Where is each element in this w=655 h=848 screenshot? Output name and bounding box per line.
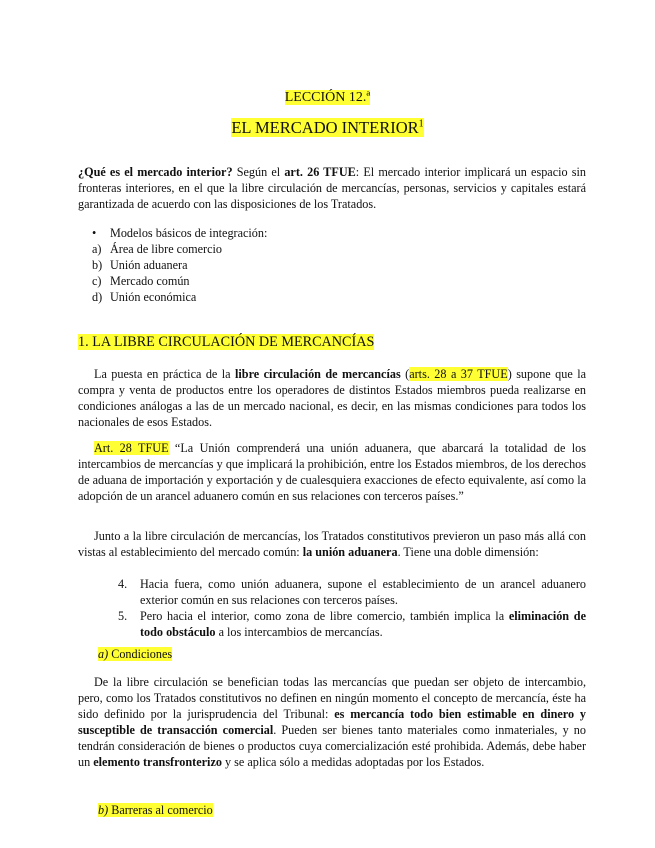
p2-article-link[interactable]: Art. 28 TFUE [94, 441, 169, 455]
list-text [140, 608, 586, 640]
section-paragraph-3 [78, 528, 586, 560]
subsection-a-marker: a) [98, 647, 109, 661]
subsection-a-label: Condiciones [108, 647, 173, 661]
p4-text-a: De la libre circulación se benefician todas las mercancías que puedan ser objeto de intercambio, pero, como los Tratados constitutivos no definen en ningún momento el concepto de mercancía, éste ha sido definido por la jurisprudencia del Tribunal: [78, 675, 586, 721]
dim-bold: eliminación de todo obstáculo [140, 609, 586, 639]
dimensions-list [118, 576, 586, 640]
subsection-b-text [98, 803, 213, 817]
p1-text-e: ) supone que la compra y venta de productos entre los operadores de distintos Estados miembros pueda realizarse en condiciones análogas a las de un mercado nacional, es decir, en las mismas condiciones para todos los nacionales de esos Estados. [78, 367, 587, 429]
page-title [0, 118, 655, 138]
p2-quote: “La Unión comprenderá una unión aduanera, que abarcará la totalidad de los intercambios de mercancías y que implicará la prohibición, entre los Estados miembros, de los derechos de aduana de importación y exportación y de cualesquiera exacciones de efecto equivalente, así como la adopción de un arancel aduanero común en sus relaciones con terceros países.” [78, 441, 587, 503]
section-paragraph-1 [78, 366, 586, 430]
p1-article-link[interactable]: arts. 28 a 37 TFUE [409, 367, 508, 381]
footnote-ref[interactable]: 1 [418, 118, 424, 130]
p3-text-c: . Tiene una doble dimensión: [397, 545, 539, 559]
list-item [92, 289, 267, 305]
subsection-a-heading [98, 647, 172, 662]
section-paragraph-4 [78, 674, 586, 770]
section-heading [78, 334, 374, 351]
list-marker: 4. [118, 577, 128, 591]
bullet-icon: • [92, 226, 97, 240]
intro-text-2: : El mercado interior implicará un espacio sin fronteras interiores, en el que la libre circulación de mercancías, personas, servicios y capitales estará garantizada de acuerdo con las disposiciones de los Tratados. [78, 165, 586, 211]
integration-models [92, 225, 267, 305]
p3-bold: la unión aduanera [302, 545, 398, 559]
list-marker: d) [92, 290, 103, 304]
subsection-b-label: Barreras al comercio [108, 803, 213, 817]
list-marker: a) [92, 242, 102, 256]
list-marker: c) [92, 274, 102, 288]
list-item [92, 241, 267, 257]
subsection-b-marker: b) [98, 803, 109, 817]
list-item [118, 576, 586, 608]
p4-bold-definition: es mercancía todo bien estimable en dinero y susceptible de transacción comercial [78, 707, 586, 737]
p4-text-c: . Pueden ser bienes tanto materiales como inmateriales, y no tendrán consideración de bienes o productos cuya comercialización esté prohibida. Además, debe haber un [78, 723, 586, 769]
list-label: Mercado común [110, 274, 190, 288]
intro-text-1: Según el [232, 165, 285, 179]
intro-question: ¿Qué es el mercado interior? [78, 165, 233, 179]
section-paragraph-2 [78, 440, 586, 504]
models-list [92, 241, 267, 305]
dim-text-c: a los intercambios de mercancías. [215, 625, 383, 639]
p1-bold: libre circulación de mercancías [235, 367, 401, 381]
dim-text-a: Pero hacia el interior, como zona de libre comercio, también implica la [140, 609, 509, 623]
p1-text-a: La puesta en práctica de la [94, 367, 236, 381]
list-item [92, 257, 267, 273]
subsection-b-heading [98, 803, 213, 818]
list-marker: 5. [118, 609, 128, 623]
list-text: Hacia fuera, como unión aduanera, supone el establecimiento de un arancel aduanero exterior común en sus relaciones con terceros países. [140, 577, 586, 607]
lesson-number-text: LECCIÓN 12.ª [284, 90, 371, 105]
list-marker: b) [92, 258, 103, 272]
subsection-a-text [98, 647, 172, 661]
intro-paragraph [78, 164, 586, 212]
page-title-text [231, 118, 423, 137]
list-label: Unión aduanera [110, 258, 188, 272]
p1-text-c: ( [400, 367, 410, 381]
list-label: Unión económica [110, 290, 197, 304]
list-label: Área de libre comercio [110, 242, 222, 256]
p4-text-e: y se aplica sólo a medidas adoptadas por los Estados. [221, 755, 485, 769]
p3-text-a: Junto a la libre circulación de mercancías, los Tratados constitutivos previeron un paso más allá con vistas al establecimiento del mercado común: [78, 529, 586, 559]
list-item [92, 273, 267, 289]
models-heading: Modelos básicos de integración: [110, 226, 268, 240]
lesson-number [0, 90, 655, 106]
p4-bold-element: elemento transfronterizo [93, 755, 222, 769]
section-heading-text: 1. LA LIBRE CIRCULACIÓN DE MERCANCÍAS [78, 334, 375, 350]
list-item [118, 608, 586, 640]
models-heading-row [92, 225, 267, 241]
title-label: EL MERCADO INTERIOR [231, 118, 419, 137]
intro-article: art. 26 TFUE [284, 165, 356, 179]
